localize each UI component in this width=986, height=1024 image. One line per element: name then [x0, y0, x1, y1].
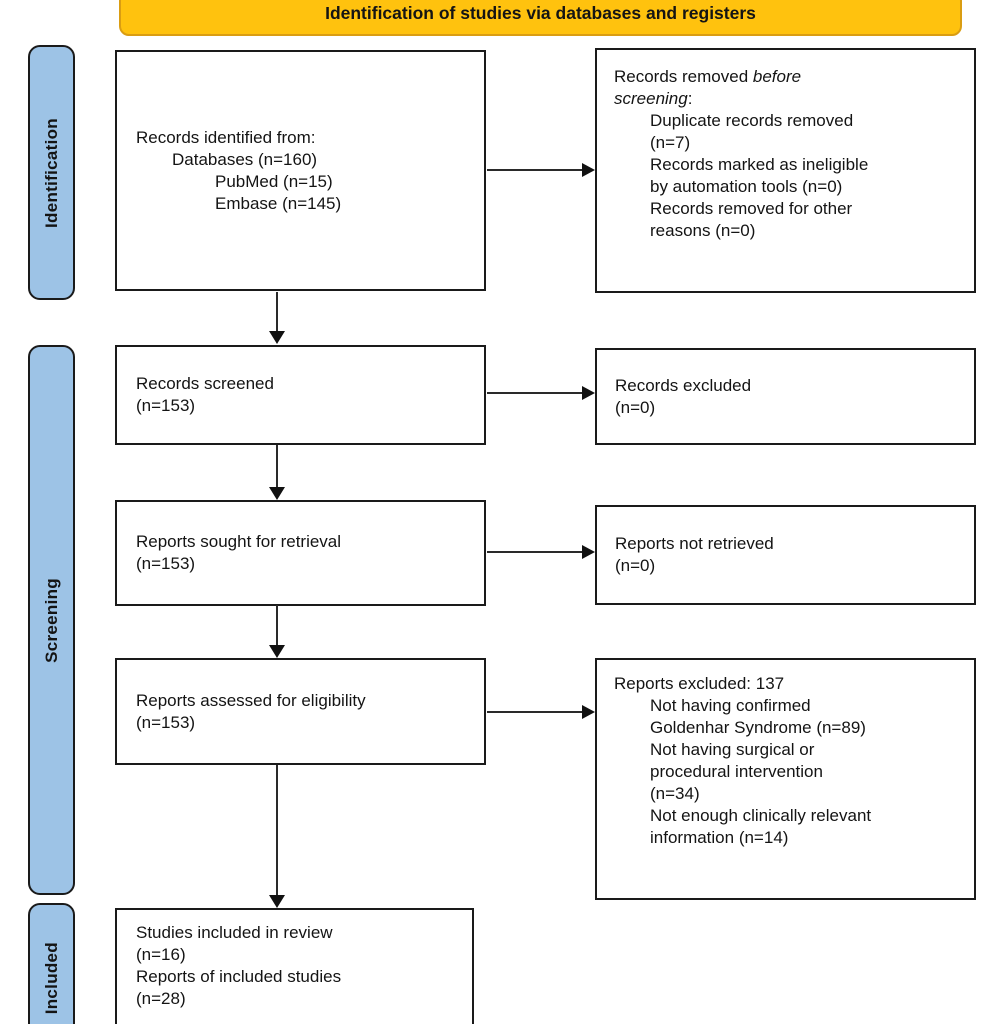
text-line: information (n=14) [650, 828, 789, 847]
text-line: Goldenhar Syndrome (n=89) [650, 718, 866, 737]
text-line: Reports not retrieved [615, 534, 774, 553]
text-line: screening: [614, 89, 693, 108]
text-line: Not having confirmed [650, 696, 811, 715]
text-line: Records screened [136, 374, 274, 393]
text-line: Reports sought for retrieval [136, 532, 342, 551]
text-line: (n=28) [136, 989, 186, 1008]
text-line: Embase (n=145) [215, 193, 342, 213]
text-line: reasons (n=0) [650, 221, 756, 240]
box-records-excluded [595, 348, 976, 445]
text-line: Records removed before [614, 67, 802, 86]
text-line: Records removed for other [650, 199, 853, 218]
text-line: Databases (n=160) [172, 149, 318, 169]
text-line: (n=153) [136, 712, 196, 732]
arrowhead-right-icon [582, 705, 595, 719]
arrow-sought-to-not-retrieved [487, 551, 583, 553]
box-reports-assessed-for-eligibility [115, 658, 486, 765]
stage-label-included-text: Included [41, 941, 61, 1015]
text-line: PubMed (n=15) [215, 171, 333, 191]
text-line: Records excluded [615, 375, 752, 395]
box-records-removed-before-screening [595, 48, 976, 293]
box-records-identified [115, 50, 486, 291]
text-line: by automation tools (n=0) [650, 177, 843, 196]
box-reports-sought-for-retrieval [115, 500, 486, 606]
stage-label-screening [28, 345, 75, 895]
text-line: (n=153) [136, 396, 196, 415]
arrow-assessed-to-reports-excluded [487, 711, 583, 713]
box-reports-excluded [595, 658, 976, 900]
arrow-assessed-to-included [276, 765, 278, 896]
arrow-identified-to-screened [276, 292, 278, 332]
box-reports-not-retrieved [595, 505, 976, 605]
text-line: Reports of included studies [136, 967, 342, 986]
stage-label-screening-text: Screening [41, 577, 61, 663]
arrowhead-right-icon [582, 545, 595, 559]
text-line: (n=0) [615, 397, 656, 417]
text-line: Duplicate records removed [650, 111, 854, 130]
text-line: (n=7) [650, 133, 691, 152]
stage-label-included [28, 903, 75, 1024]
arrowhead-down-icon [269, 645, 285, 658]
arrow-screened-to-excluded [487, 392, 583, 394]
text-line: Studies included in review [136, 923, 333, 942]
text-line: Records marked as ineligible [650, 155, 869, 174]
arrow-screened-to-sought [276, 445, 278, 488]
text-line: Not having surgical or [650, 740, 815, 759]
stage-label-identification-text: Identification [41, 117, 61, 228]
arrow-identified-to-removed [487, 169, 583, 171]
arrowhead-right-icon [582, 386, 595, 400]
arrowhead-down-icon [269, 487, 285, 500]
banner-title-label: Identification of studies via databases and registers [325, 3, 756, 23]
text-line: (n=0) [615, 556, 656, 575]
text-line: (n=34) [650, 784, 700, 803]
banner-title [119, 0, 962, 36]
box-studies-included-in-review [115, 908, 474, 1024]
text-line: (n=16) [136, 945, 186, 964]
text-line: Reports excluded: 137 [614, 674, 785, 693]
box-records-screened [115, 345, 486, 445]
arrowhead-down-icon [269, 331, 285, 344]
text-line: Records identified from: [136, 127, 316, 147]
text-line: Reports assessed for eligibility [136, 690, 366, 710]
text-line: (n=153) [136, 554, 196, 573]
arrow-sought-to-assessed [276, 605, 278, 646]
arrowhead-right-icon [582, 163, 595, 177]
text-line: procedural intervention [650, 762, 823, 781]
text-line: Not enough clinically relevant [650, 806, 872, 825]
arrowhead-down-icon [269, 895, 285, 908]
stage-label-identification [28, 45, 75, 300]
